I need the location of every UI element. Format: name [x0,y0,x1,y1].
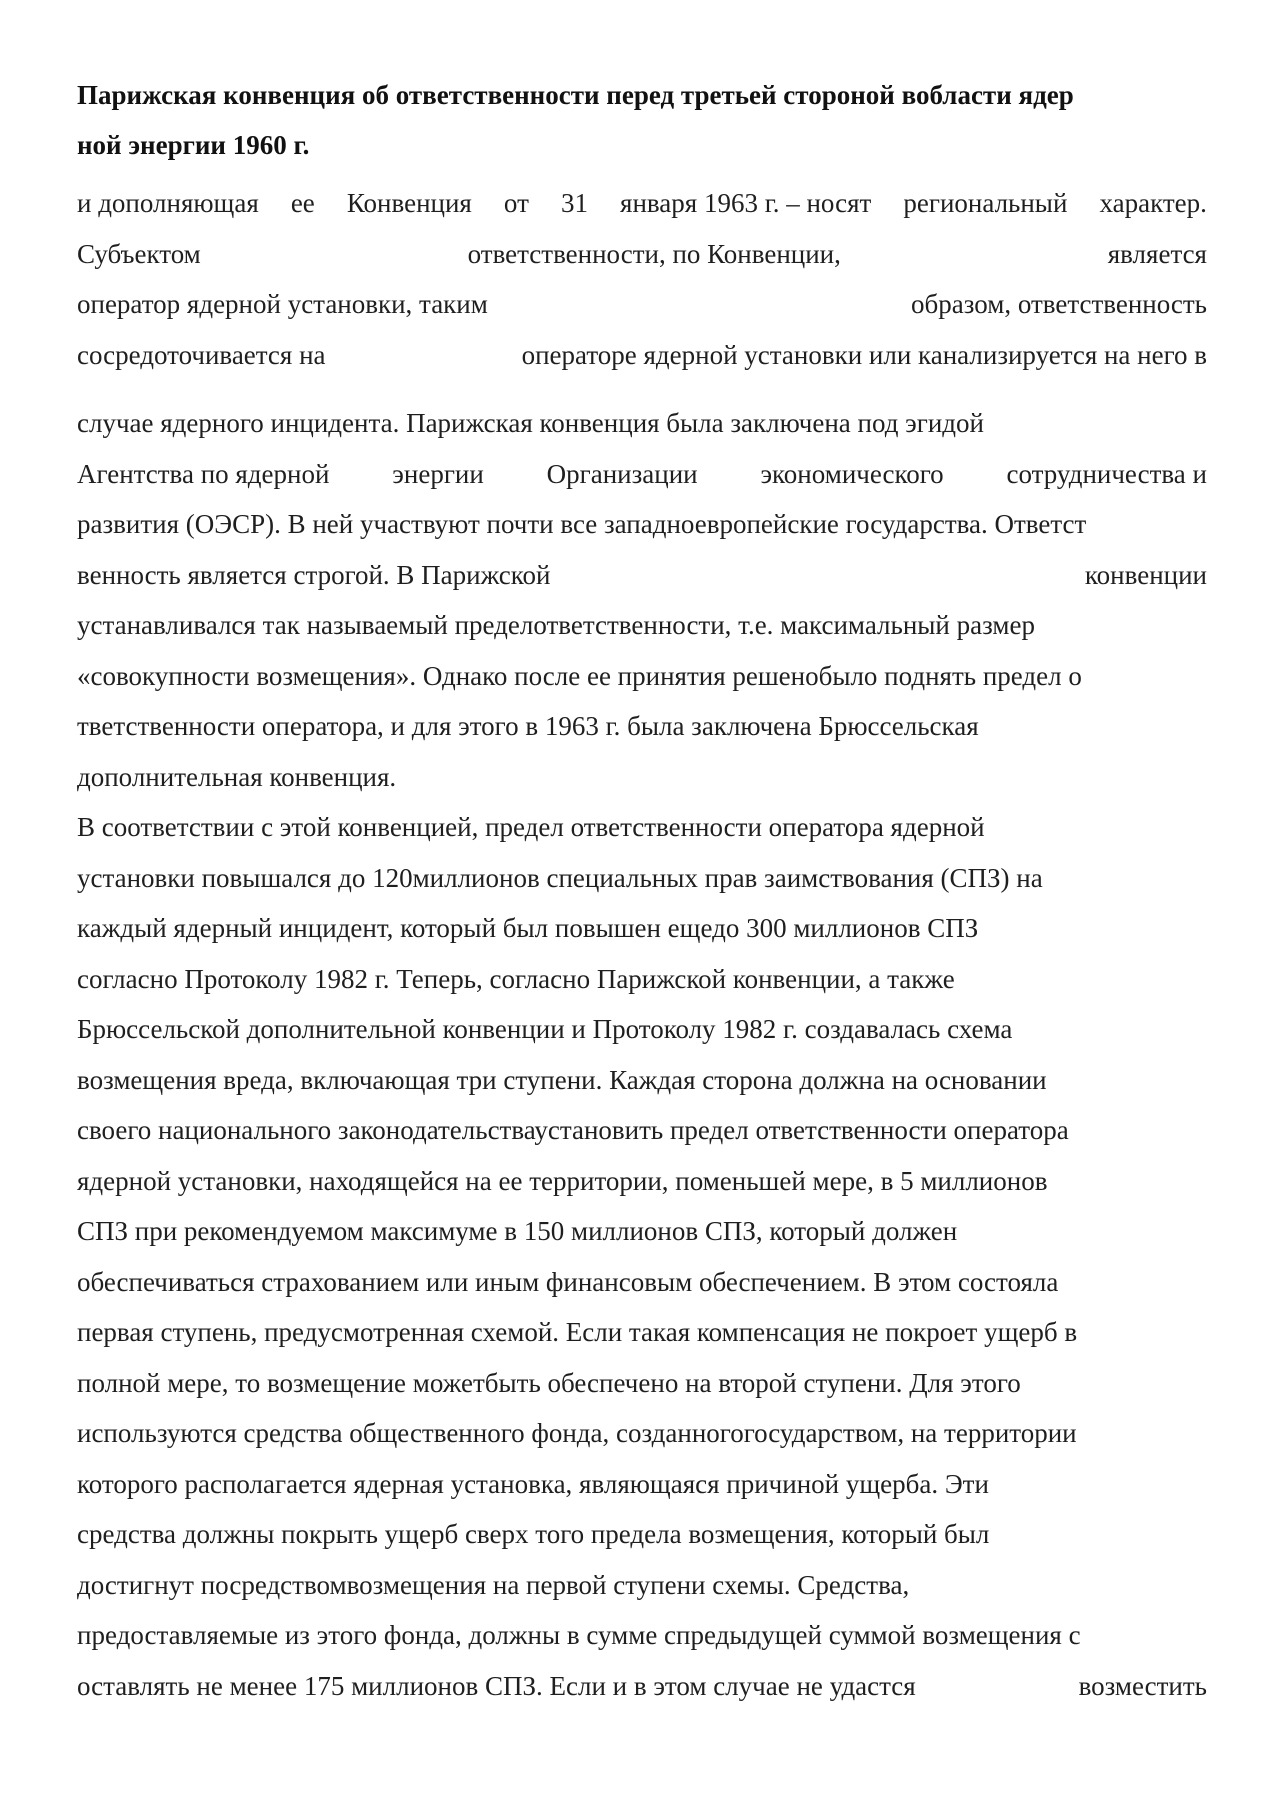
body-line [77,1004,1207,1055]
text-segment: ответственности, по Конвенции, [467,238,841,269]
text-segment: СПЗ при рекомендуемом максимуме в 150 миллионов СПЗ, который должен [77,1216,958,1246]
text-segment: которого располагается ядерная установка, являющаяся причиной ущерба. Эти [77,1468,989,1499]
text-segment: дополнительная конвенция. [77,761,397,792]
text-segment: случае ядерного инцидента. Парижская конвенция была заключена под эгидой [77,408,984,438]
text-segment: предоставляемые из этого фонда, должны в сумме спредыдущей суммой возмещения с [77,1620,1081,1650]
text-segment: ядерной установки, находящейся на ее территории, поменьшей мере, в 5 миллионов [77,1165,1048,1196]
text-segment: Конвенция [346,188,472,218]
text-segment: средства должны покрыть ущерб сверх того предела возмещения, который был [77,1519,990,1549]
body-line [77,449,1207,500]
text-segment: обеспечиваться страхованием или иным финансовым обеспечением. В этом состояла [77,1266,1059,1297]
body-line [77,1661,1207,1712]
body-line [77,1055,1207,1106]
text-segment: тветственности оператора, и для этого в 1963 г. была заключена Брюссельская [77,711,979,741]
main-paragraph [77,398,1207,1711]
body-line [77,1358,1207,1409]
text-segment: характер. [1099,188,1207,218]
intro-line [77,229,1207,280]
document-body [77,70,1207,1711]
text-segment: возместить [1078,1670,1207,1701]
text-segment: сотрудничества и [1006,458,1207,489]
text-segment: и дополняющая [77,188,259,218]
intro-line [77,279,1207,330]
text-segment: развития (ОЭСР). В ней участвуют почти все западноевропейские государства. Ответст [77,509,1087,539]
text-segment: первая ступень, предусмотренная схемой. Если такая компенсация не покроет ущерб в [77,1317,1078,1347]
text-segment: операторе ядерной установки или канализируется на него в [521,339,1207,370]
paragraph-gap [77,380,1207,398]
text-segment: Брюссельской дополнительной конвенции и Протоколу 1982 г. создавалась схема [77,1014,1013,1044]
text-segment: ее [290,188,315,218]
text-segment: согласно Протоколу 1982 г. Теперь, согласно Парижской конвенции, а также [77,963,955,994]
body-line [77,802,1207,853]
document-title [77,70,1207,170]
text-segment: является [1107,238,1207,269]
body-line [77,1206,1207,1257]
body-line [77,651,1207,702]
intro-line [77,330,1207,381]
body-line [77,853,1207,904]
text-segment: оставлять не менее 175 миллионов СПЗ. Если и в этом случае не удастся [77,1670,916,1701]
text-segment: полной мере, то возмещение можетбыть обеспечено на второй ступени. Для этого [77,1367,1021,1398]
text-segment: венность является строгой. В Парижской [77,559,551,590]
body-line [77,1105,1207,1156]
text-segment: Агентства по ядерной [77,458,330,489]
text-segment: своего национального законодательстваустановить предел ответственности оператора [77,1115,1069,1145]
text-segment: конвенции [1084,559,1207,590]
text-segment: оператор ядерной установки, таким [77,289,488,319]
text-segment: достигнут посредствомвозмещения на первой ступени схемы. Средства, [77,1569,910,1600]
text-segment: января 1963 г. – носят [620,188,872,218]
text-segment: Организации [546,458,698,489]
body-line [77,1610,1207,1661]
text-segment: Субъектом [77,238,201,269]
body-line [77,600,1207,651]
text-segment: энергии [392,458,484,489]
text-segment: устанавливался так называемый пределответственности, т.е. максимальный размер [77,610,1035,640]
text-segment: экономического [760,458,944,489]
text-segment: установки повышался до 120миллионов специальных прав заимствования (СПЗ) на [77,862,1043,893]
body-line [77,752,1207,803]
intro-paragraph [77,178,1207,380]
text-segment: «совокупности возмещения». Однако после ее принятия решенобыло поднять предел о [77,660,1082,691]
body-line [77,499,1207,550]
text-segment: каждый ядерный инцидент, который был повышен ещедо 300 миллионов СПЗ [77,913,979,943]
body-line [77,701,1207,752]
text-segment: используются средства общественного фонда, созданногогосударством, на территории [77,1418,1077,1448]
body-line [77,954,1207,1005]
text-segment: образом, ответственность [911,289,1207,319]
intro-line [77,178,1207,229]
body-line [77,903,1207,954]
body-line [77,1560,1207,1611]
text-segment: В соответствии с этой конвенцией, предел ответственности оператора ядерной [77,812,985,842]
body-line [77,1408,1207,1459]
body-line [77,1257,1207,1308]
title-line-1: Парижская конвенция об ответственности перед третьей стороной вобласти ядер [77,80,1074,110]
body-line [77,1459,1207,1510]
body-line [77,1156,1207,1207]
text-segment: от [503,188,529,218]
body-line [77,398,1207,449]
body-line [77,550,1207,601]
body-line [77,1307,1207,1358]
text-segment: возмещения вреда, включающая три ступени. Каждая сторона должна на основании [77,1064,1047,1095]
body-line [77,1509,1207,1560]
title-line-2: ной энергии 1960 г. [77,130,310,160]
text-segment: региональный [903,188,1068,218]
text-segment: сосредоточивается на [77,339,326,370]
text-segment: 31 [560,188,588,218]
